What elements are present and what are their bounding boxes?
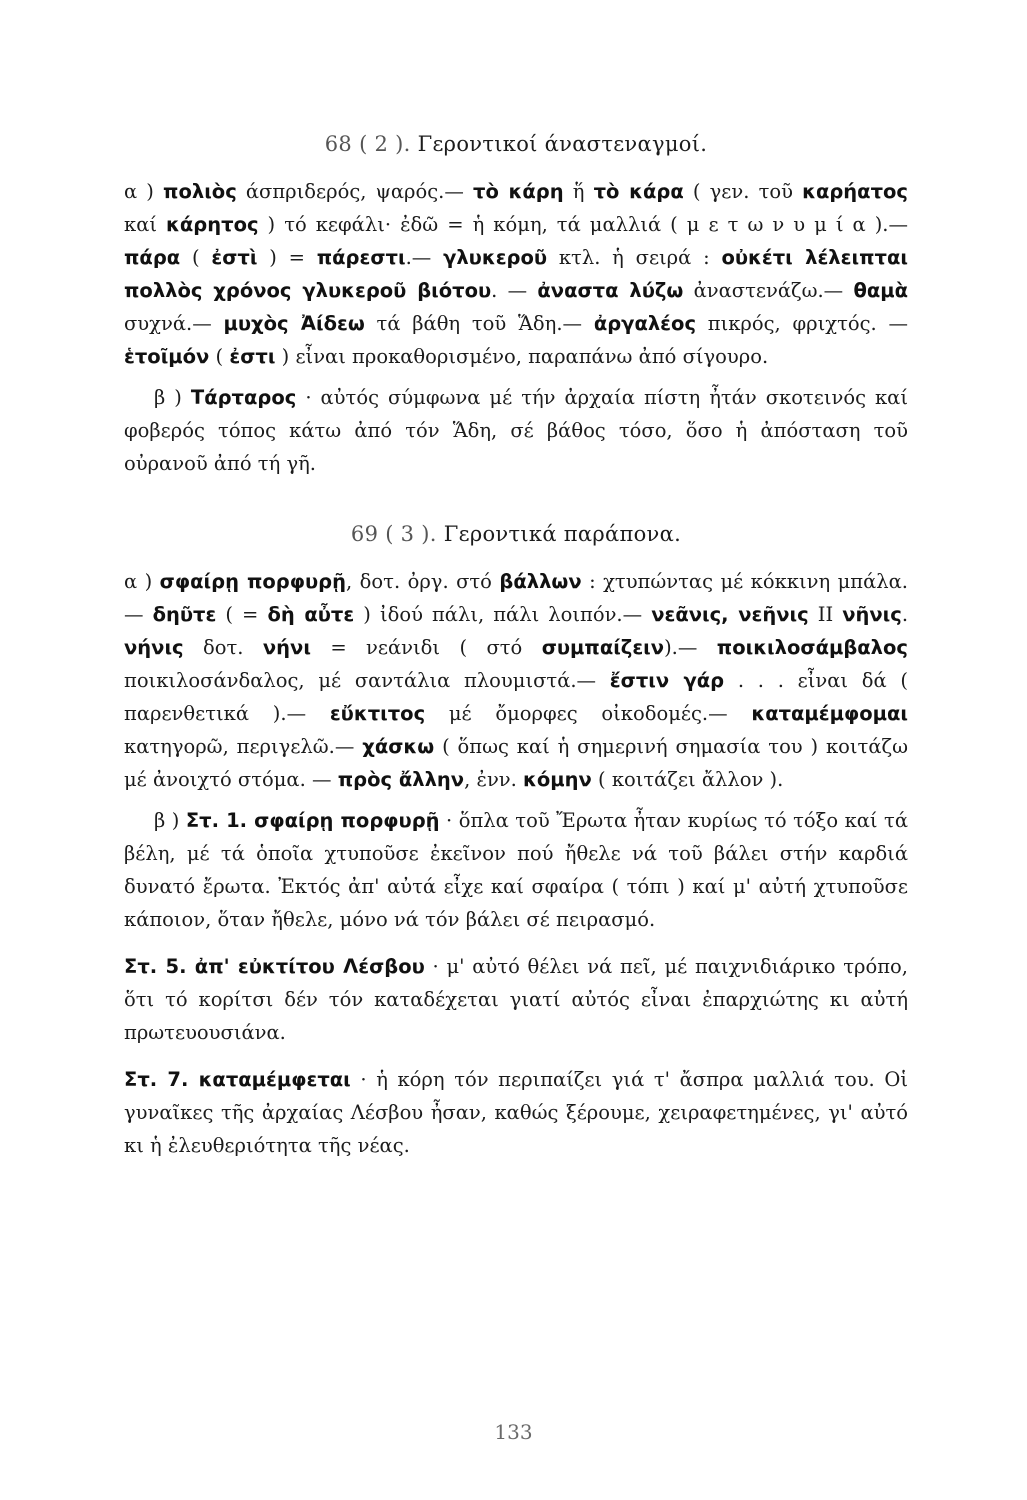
bold-term: νεᾶνις, νεῆνις (651, 603, 809, 626)
bold-term: κόμην (523, 768, 592, 791)
bold-term: δὴ αὖτε (267, 603, 355, 626)
text-run: πικρός, φριχτός. — (696, 312, 908, 335)
bold-term: νήνι (262, 636, 311, 659)
text-run: ).— (664, 636, 717, 659)
section-68-title: Γεροντικοί άναστεναγμοί. (417, 132, 708, 156)
section-69-para-st7 (124, 1063, 908, 1162)
text-run: · μ' αὐτό θέλει νά πεῖ, μέ παιχνιδιάρικο τρόπο, ὅτι τό κορίτσι δέν τόν καταδέχεται γιατί αὐτός εἶναι ἐπαρχιώτης κι αὐτή πρωτευουσιάνα. (124, 955, 908, 1044)
bold-term: Στ. 5. ἀπ' εὐκτίτου Λέσβου (124, 955, 425, 978)
text-run: κατηγορῶ, περιγελῶ.— (124, 735, 363, 758)
bold-term: τὸ κάρη (473, 180, 564, 203)
text-run: · αὐτός σύμφωνα μέ τήν ἀρχαία πίστη ἦτάν σκοτεινός καί φοβερός τόπος κάτω ἀπό τόν Ἅδη, σέ βάθος τόσο, ὅσο ἡ ἀπόσταση τοῦ οὐρανοῦ ἀπό τή γῆ. (124, 386, 908, 475)
text-run: τά βάθη τοῦ Ἅδη.— (364, 312, 594, 335)
bold-term: ἐστι (229, 345, 276, 368)
text-run: . . . εἶναι δά ( παρενθετικά ).— (124, 669, 909, 725)
text-run: ) εἶναι προκαθορισμένο, παραπάνω ἀπό σίγουρο. (275, 345, 769, 368)
page-content (124, 128, 908, 1170)
bold-term: εὔκτιτος (329, 702, 426, 725)
text-run: ) τό κεφάλι· ἐδῶ = ἡ κόμη, τά μαλλιά ( μ ε τ ω ν υ μ ί α ).— (258, 213, 908, 236)
text-run: ΙΙ (808, 603, 843, 626)
text-run: μέ ὄμορφες οἰκοδομές.— (425, 702, 752, 725)
text-run: ( = (216, 603, 268, 626)
text-run: ἀναστενάζω.— (683, 279, 854, 302)
text-run: . — (491, 279, 538, 302)
bold-term: νήνις (124, 636, 184, 659)
bold-term: πάρα (124, 246, 181, 269)
text-run: α ) (124, 570, 160, 593)
text-run: ἥ (563, 180, 594, 203)
bold-term: τὸ κάρα (593, 180, 684, 203)
text-run: .— (405, 246, 444, 269)
text-run: : χτυπώντας μέ κόκκινη μπάλα.— (124, 570, 908, 626)
bold-term: νῆνις (842, 603, 902, 626)
bold-term: σφαίρῃ πορφυρῇ (159, 570, 347, 593)
section-69-title: Γεροντικά παράπονα. (443, 522, 682, 546)
section-69-para-st5 (124, 950, 908, 1049)
text-run: . (901, 603, 909, 626)
text-run: α ) (124, 180, 164, 203)
text-run: , ἐνν. (464, 768, 524, 791)
bold-term: ἔστιν γάρ (609, 669, 725, 692)
text-run: = νεάνιδι ( στό (310, 636, 542, 659)
bold-term: ἐστὶ (211, 246, 258, 269)
text-run: ( (209, 345, 230, 368)
bold-term: ἀργαλέος (593, 312, 696, 335)
section-69-heading (124, 518, 908, 551)
text-run: ποικιλοσάνδαλος, μέ σαντάλια πλουμιστά.— (124, 669, 610, 692)
bold-term: ποικιλοσάμβαλος (716, 636, 908, 659)
text-run: , δοτ. ὀργ. στό (346, 570, 500, 593)
section-69-para-b (124, 804, 908, 936)
bold-term: συμπαίζειν (541, 636, 665, 659)
text-run: β ) (154, 386, 191, 409)
bold-term: οὐκέτι λέλειπται πολλὸς χρόνος γλυκεροῦ βιότου (124, 246, 908, 302)
text-run: ( γεν. τοῦ (683, 180, 803, 203)
bold-term: ἑτοῖμόν (124, 345, 210, 368)
section-69-number: 69 ( 3 ). (350, 522, 437, 546)
text-run: ) ἰδού πάλι, πάλι λοιπόν.— (354, 603, 652, 626)
bold-term: Τάρταρος (190, 386, 297, 409)
text-run: ( κοιτάζει ἄλλον ). (591, 768, 784, 791)
text-run: καί (124, 213, 167, 236)
section-68-para-b (124, 381, 908, 480)
text-run: άσπριδερός, ψαρός.— (236, 180, 473, 203)
text-run: ( ὅπως καί ἡ σημερινή σημασία του ) κοιτάζω μέ ἀνοιχτό στόμα. — (124, 735, 908, 791)
section-68-heading (124, 128, 908, 161)
bold-term: πρὸς ἄλλην (337, 768, 465, 791)
bold-term: γλυκεροῦ (443, 246, 548, 269)
text-run: · ἡ κόρη τόν περιπαίζει γιά τ' ἄσπρα μαλλιά του. Οἱ γυναῖκες τῆς ἀρχαίας Λέσβου ἦσαν, καθώς ξέρουμε, χειραφετημένες, γι' αὐτό κι ἡ ἐλευθεριότητα τῆς νέας. (124, 1068, 908, 1157)
section-69-para-a (124, 565, 908, 796)
bold-term: βάλλων (499, 570, 582, 593)
page-number: 133 (494, 1420, 533, 1444)
section-68-para-a (124, 175, 908, 373)
bold-term: Στ. 1. σφαίρῃ πορφυρῇ (185, 809, 440, 832)
bold-term: πάρεστι (316, 246, 406, 269)
bold-term: Στ. 7. καταμέμφεται (124, 1068, 351, 1091)
bold-term: καρήατος (802, 180, 908, 203)
bold-term: χάσκω (362, 735, 435, 758)
bold-term: κάρητος (166, 213, 259, 236)
section-68-number: 68 ( 2 ). (324, 132, 411, 156)
text-run: συχνά.— (124, 312, 224, 335)
bold-term: πολιὸς (163, 180, 237, 203)
bold-term: ἀναστα λύζω (537, 279, 684, 302)
text-run: δοτ. (183, 636, 263, 659)
bold-term: θαμὰ (853, 279, 908, 302)
text-run: β ) (154, 809, 186, 832)
text-run: ( (180, 246, 212, 269)
text-run: ) = (257, 246, 317, 269)
text-run: · ὅπλα τοῦ Ἔρωτα ἦταν κυρίως τό τόξο καί τά βέλη, μέ τά ὁποῖα χτυποῦσε ἐκεῖνον πού ἤθελε νά τοῦ βάλει στήν καρδιά δυνατό ἔρωτα. Ἐκτός ἀπ' αὐτά εἶχε καί σφαίρα ( τόπι ) καί μ' αὐτή χτυποῦσε κάποιον, ὅταν ἤθελε, μόνο νά τόν βάλει σέ πειρασμό. (124, 809, 909, 931)
bold-term: καταμέμφομαι (751, 702, 908, 725)
bold-term: μυχὸς Ἀίδεω (223, 312, 365, 335)
text-run: κτλ. ἡ σειρά : (547, 246, 722, 269)
bold-term: δηῦτε (152, 603, 217, 626)
